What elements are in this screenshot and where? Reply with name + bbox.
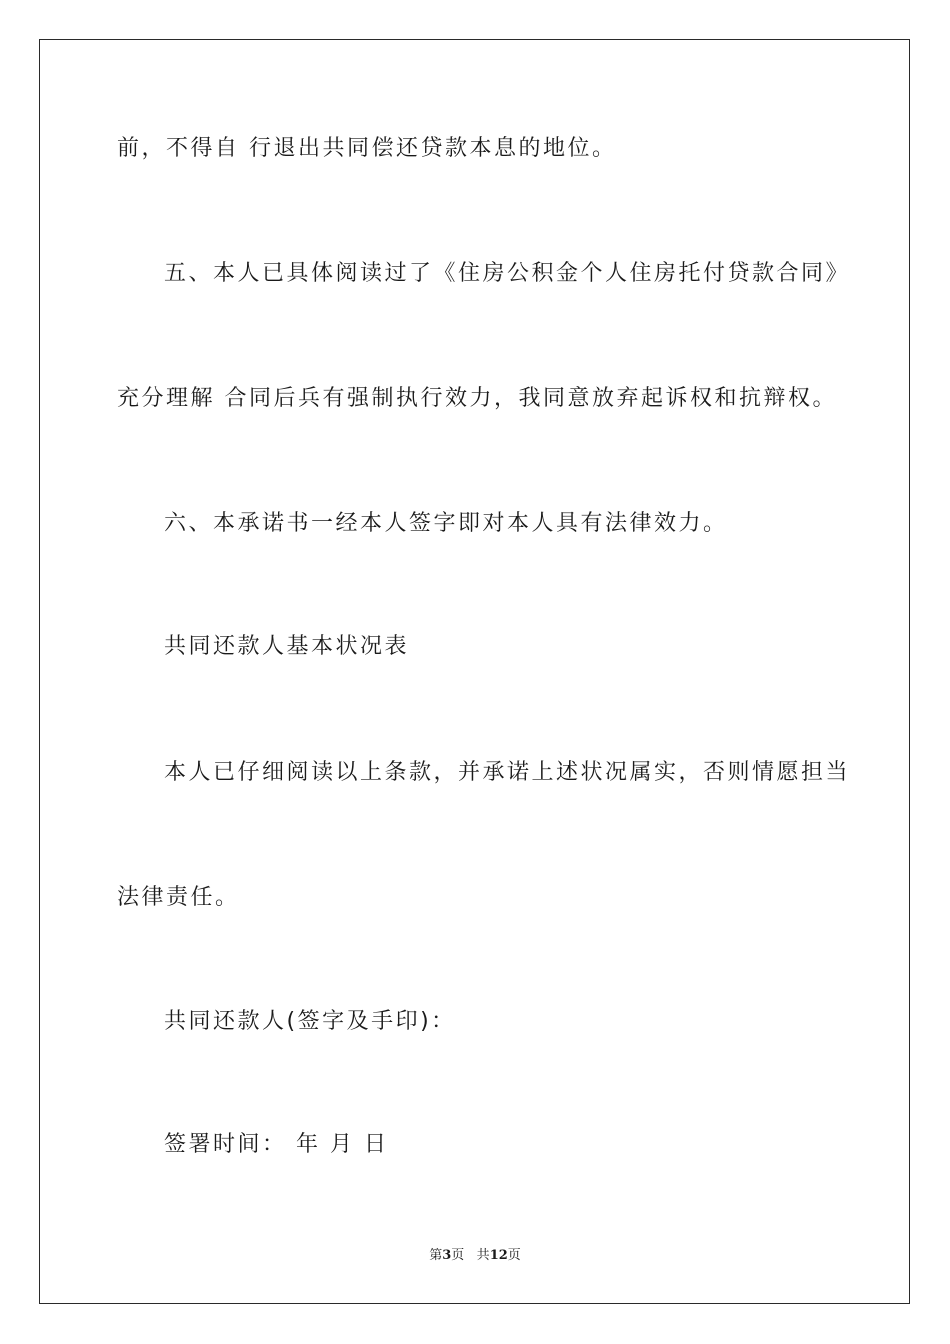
declaration-line-2: 法律责任。 bbox=[117, 885, 240, 910]
body-line-1: 前，不得自 行退出共同偿还贷款本息的地位。 bbox=[117, 136, 617, 161]
signature-label: 共同还款人(签字及手印)： bbox=[164, 1009, 456, 1034]
page-number: 3 bbox=[442, 1248, 452, 1263]
total-suffix: 页 bbox=[507, 1248, 521, 1263]
page-footer bbox=[0, 1247, 950, 1265]
table-heading: 共同还款人基本状况表 bbox=[164, 634, 410, 659]
page-suffix: 页 bbox=[451, 1248, 465, 1263]
total-pages: 12 bbox=[489, 1248, 508, 1263]
clause-six: 六、本承诺书一经本人签字即对本人具有法律效力。 bbox=[164, 511, 728, 536]
page-border bbox=[39, 39, 910, 1304]
clause-five-line-1: 五、本人已具体阅读过了《住房公积金个人住房托付贷款合同》 bbox=[164, 261, 851, 286]
declaration-line-1: 本人已仔细阅读以上条款，并承诺上述状况属实，否则情愿担当 bbox=[164, 760, 851, 785]
total-prefix: 共 bbox=[476, 1248, 490, 1263]
clause-five-line-2: 充分理解 合同后兵有强制执行效力，我同意放弃起诉权和抗辩权。 bbox=[117, 386, 837, 411]
page-prefix: 第 bbox=[429, 1248, 443, 1263]
signing-date-label: 签署时间： 年 月 日 bbox=[164, 1132, 389, 1157]
